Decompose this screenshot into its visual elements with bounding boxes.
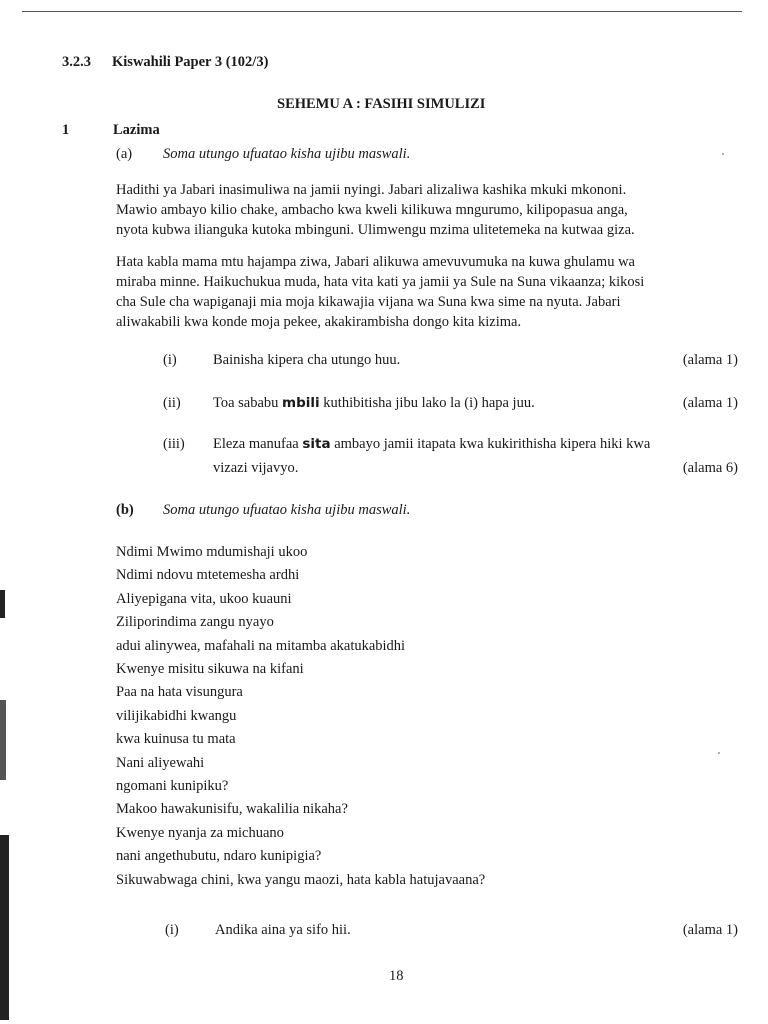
- poem-line: Ziliporindima zangu nyayo: [116, 614, 274, 631]
- part-b-instruction: Soma utungo ufuatao kisha ujibu maswali.: [163, 502, 411, 518]
- poem-line: kwa kuinusa tu mata: [116, 731, 236, 748]
- part-heading: SEHEMU A : FASIHI SIMULIZI: [277, 96, 486, 112]
- poem-line: vilijikabidhi kwangu: [116, 707, 237, 724]
- top-rule: [22, 11, 742, 12]
- scan-edge-mark: [0, 590, 5, 618]
- item-text: Andika aina ya sifo hii.: [215, 922, 351, 938]
- poem-line: Makoo hawakunisifu, wakalilia nikaha?: [116, 801, 348, 818]
- item-marks: (alama 1): [682, 352, 738, 368]
- poem-line: Aliyepigana vita, ukoo kuauni: [116, 590, 292, 607]
- poem-line: nani angethubutu, ndaro kunipigia?: [116, 848, 322, 865]
- poem-line: adui alinywea, mafahali na mitamba akatukabidhi: [116, 637, 406, 654]
- emphasis: sita: [302, 436, 331, 452]
- poem-line: Kwenye nyanja za michuano: [116, 824, 284, 841]
- poem-line: Ndimi Mwimo mdumishaji ukoo: [116, 544, 308, 560]
- part-b-label: (b): [116, 502, 134, 518]
- item-marks: (alama 1): [682, 395, 738, 411]
- item-number: (i): [165, 922, 179, 938]
- scan-edge-mark: [0, 700, 6, 780]
- item-marks: (alama 1): [682, 922, 738, 938]
- scan-speck: [718, 752, 720, 754]
- item-text: Eleza manufaa sita ambayo jamii itapata kwa kukirithisha kipera hiki kwa: [213, 436, 651, 452]
- item-text: Toa sababu mbili kuthibitisha jibu lako la (i) hapa juu.: [213, 395, 535, 411]
- text-line: Hadithi ya Jabari inasimuliwa na jamii nyingi. Jabari alizaliwa kashika mkuki mkononi.: [116, 182, 627, 198]
- poem-line: Nani aliyewahi: [116, 754, 205, 771]
- text-line: Mawio ambayo kilio chake, ambacho kwa kweli kilikuwa mngurumo, kilipopasua anga,: [116, 202, 628, 218]
- scan-edge-mark: [0, 835, 9, 1020]
- story-paragraph-1: [116, 180, 746, 240]
- emphasis: mbili: [282, 395, 320, 411]
- text-line: aliwakabili kwa konde moja pekee, akakirambisha dongo kita kizima.: [116, 314, 522, 330]
- item-number: (iii): [163, 436, 185, 452]
- scan-speck: [722, 153, 724, 155]
- poem-line: Sikuwabwaga chini, kwa yangu maozi, hata kabla hatujavaana?: [116, 871, 486, 888]
- poem-line: Kwenye misitu sikuwa na kifani: [116, 661, 304, 678]
- story-paragraph-2: [116, 252, 746, 332]
- item-text-continued: vizazi vijavyo.: [213, 460, 299, 476]
- poem-line: Paa na hata visungura: [116, 684, 243, 701]
- question-label: Lazima: [113, 122, 160, 138]
- item-text: Bainisha kipera cha utungo huu.: [213, 352, 401, 368]
- question-number: 1: [62, 122, 70, 138]
- section-number: 3.2.3: [62, 54, 91, 70]
- part-a-label: (a): [116, 146, 133, 162]
- text-line: Hata kabla mama mtu hajampa ziwa, Jabari alikuwa amevuvumuka na kuwa ghulamu wa: [116, 254, 635, 270]
- praise-poem: [116, 541, 485, 892]
- section-title: Kiswahili Paper 3 (102/3): [112, 54, 269, 70]
- page-number: 18: [389, 968, 404, 984]
- text-line: nyota kubwa ilianguka kutoka mbinguni. Ulimwengu mzima ulitetemeka na kutwaa giza.: [116, 222, 635, 238]
- poem-line: Ndimi ndovu mtetemesha ardhi: [116, 567, 300, 584]
- item-number: (ii): [163, 395, 181, 411]
- item-number: (i): [163, 352, 177, 368]
- item-marks: (alama 6): [682, 460, 738, 476]
- poem-line: ngomani kunipiku?: [116, 778, 229, 795]
- text-line: cha Sule cha wapiganaji mia moja kikawajia vijana wa Suna kwa sime na nyuta. Jabari: [116, 294, 621, 310]
- text-line: miraba minne. Haikuchukua muda, hata vita kati ya jamii ya Sule na Suna vikaanza; kikosi: [116, 274, 645, 290]
- part-a-instruction: Soma utungo ufuatao kisha ujibu maswali.: [163, 146, 411, 162]
